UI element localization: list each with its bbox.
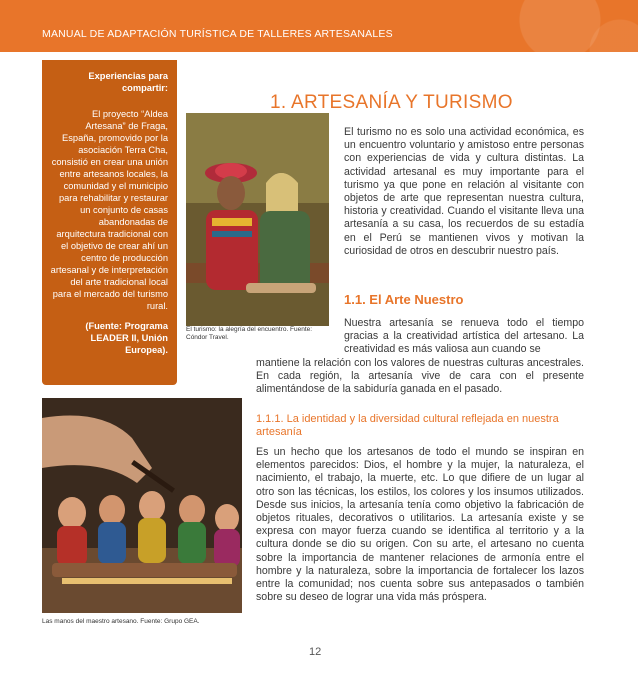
artisan-photo-illustration xyxy=(42,398,242,613)
paragraph-identidad: Es un hecho que los artesanos de todo el mundo se inspiran en elementos parecidos: Dios, el hombre y la mujer, la naturaleza, el nacimiento, el trabajo, la muerte, etc. Lo que difiere de un lugar al otro son las técnicas, los estilos, los colores y los insumos utilizados. Desde sus inicios, la artesanía tenía como objetivo la fabricación de objetos rituales, decorativos o utilitarios. La artesanía existe y se expresa con mayor fuerza cuando se identifica al territorio y a la cultura donde se dio su origen. Con su arte, el artesano no cuenta sobre la importancia de mantener relaciones de armonía entre el hombre y la naturaleza, sobre la importancia de fortalecer los lazos entre la comunidad; nos cuenta sobre sus antepasados o también sobre su deseo de lograr una vida más próspera. xyxy=(256,446,584,604)
sidebar-content xyxy=(50,70,168,356)
artisan-photo xyxy=(42,398,242,613)
header-title: MANUAL DE ADAPTACIÓN TURÍSTICA DE TALLERES ARTESANALES xyxy=(42,28,393,40)
page-header xyxy=(0,0,638,52)
artisan-photo-caption: Las manos del maestro artesano. Fuente: Grupo GEA. xyxy=(42,618,200,625)
tourism-photo-illustration xyxy=(186,113,329,326)
sidebar-source: (Fuente: Programa LEADER II, Unión Europea). xyxy=(85,321,168,355)
paragraph-arte-cont: mantiene la relación con los valores de nuestras culturas ancestrales. En cada región, la artesanía vive de cara con el presente alimentándose de la sabiduría ganada en el pasado. xyxy=(256,357,584,396)
paragraph-arte: Nuestra artesanía se renueva todo el tiempo gracias a la creatividad artística del artesano. La creatividad es más valiosa aun cuando se xyxy=(344,317,584,356)
section-title: 1. ARTESANÍA Y TURISMO xyxy=(270,92,513,113)
subsection-title: 1.1. El Arte Nuestro xyxy=(344,292,464,307)
page-number: 12 xyxy=(309,646,322,658)
tourism-photo xyxy=(186,113,329,326)
tourism-photo-caption: El turismo: la alegría del encuentro. Fuente: Cóndor Travel. xyxy=(186,326,313,341)
paragraph-intro: El turismo no es solo una actividad económica, es un encuentro voluntario y amistoso entre personas con experiencias de vida y cultura distintas. La actividad artesanal es muy importante para el turismo ya que pone en relación al visitante con objetos de arte que representan nuestra cultura, historia y creatividad. Cuando el visitante lleva una artesanía a su casa, los recuerdos de su estadía en el Perú se mantienen vivos y motivan la curiosidad de otros en descubrir nuestro país. xyxy=(344,126,584,257)
sidebar-body: El proyecto “Aldea Artesana” de Fraga, España, promovido por la asociación Terra Cha, consistió en crear una unión entre artesanos locales, la comunidad y el municipio para rehabilitar y restaurar un conjunto de casas abandonadas de arquitectura tradicional con el objetivo de crear ahí un centro de producción artesanal y de interpretación del arte tradicional local para el mercado del turismo rural. xyxy=(50,109,168,311)
sidebar-heading: Experiencias para compartir: xyxy=(88,71,168,93)
sidebar-box xyxy=(42,60,177,385)
subsubsection-title: 1.1.1. La identidad y la diversidad cultural reflejada en nuestra artesanía xyxy=(256,413,559,438)
